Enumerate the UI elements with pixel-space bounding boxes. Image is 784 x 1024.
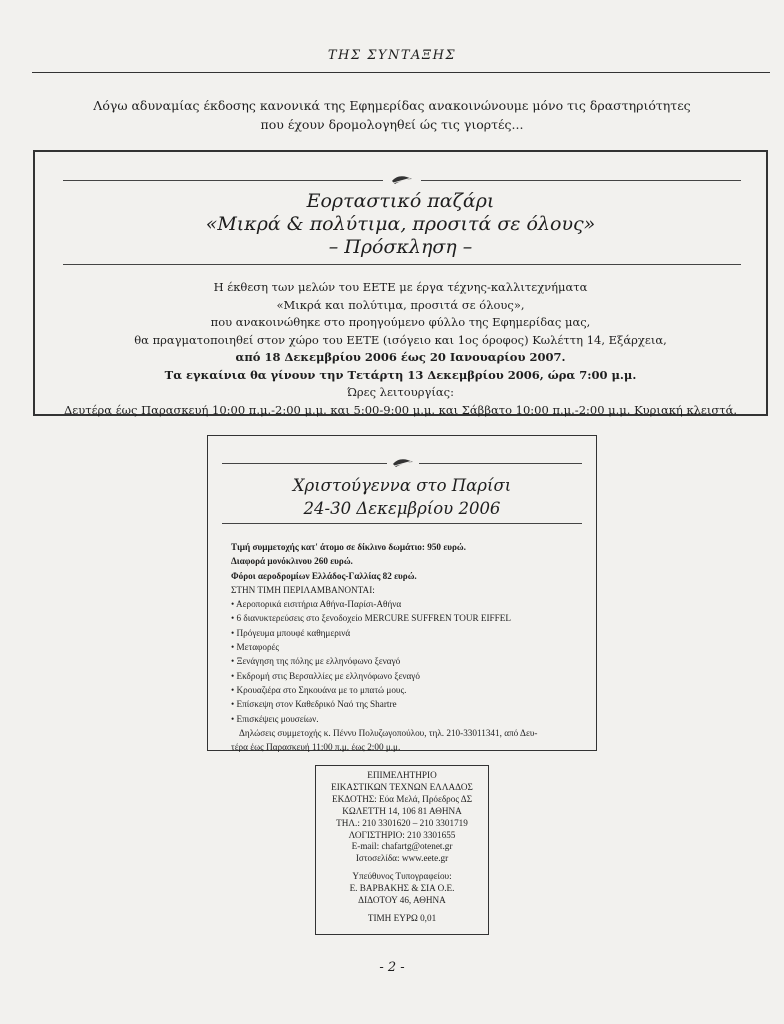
list-item: • Επισκέψεις μουσείων. bbox=[231, 712, 586, 726]
bazaar-rule bbox=[63, 264, 741, 265]
paris-single-supplement: Διαφορά μονόκλινου 260 ευρώ. bbox=[231, 556, 353, 567]
list-item: • Εκδρομή στις Βερσαλλίες με ελληνόφωνο ξεναγό bbox=[231, 669, 586, 683]
leaf-ornament-icon bbox=[390, 173, 414, 187]
list-item: • Ξενάγηση της πόλης με ελληνόφωνο ξεναγό bbox=[231, 654, 586, 668]
intro-line: Λόγω αδυναμίας έκδοσης κανονικά της Εφημερίδας ανακοινώνουμε μόνο τις δραστηριότητες bbox=[93, 98, 691, 113]
colophon-line: E-mail: chafartg@otenet.gr bbox=[351, 841, 453, 852]
bazaar-title bbox=[35, 190, 766, 259]
paris-taxes: Φόροι αεροδρομίων Ελλάδος-Γαλλίας 82 ευρώ. bbox=[231, 570, 417, 581]
paris-title bbox=[208, 474, 596, 520]
intro-line: που έχουν δρομολογηθεί ώς τις γιορτές... bbox=[260, 117, 524, 132]
paris-title-line: 24-30 Δεκεμβρίου 2006 bbox=[303, 499, 501, 518]
colophon-line: ΛΟΓΙΣΤΗΡΙΟ: 210 3301655 bbox=[348, 829, 456, 840]
paris-contact: Δηλώσεις συμμετοχής κ. Πέννυ Πολυζωγοπούλου, τηλ. 210-33011341, από Δευ- bbox=[239, 727, 538, 738]
bazaar-title-line: «Μικρά & πολύτιμα, προσιτά σε όλους» bbox=[205, 213, 596, 235]
bazaar-body-line: που ανακοινώθηκε στο προηγούμενο φύλλο της Εφημερίδας μας, bbox=[210, 315, 591, 329]
printer-line: ΔΙΔΟΤΟΥ 46, ΑΘΗΝΑ bbox=[358, 895, 446, 906]
bazaar-body-line: «Μικρά και πολύτιμα, προσιτά σε όλους», bbox=[276, 297, 525, 312]
list-item: • Πρόγευμα μπουφέ καθημερινά bbox=[231, 626, 586, 640]
list-item: • 6 διανυκτερεύσεις στο ξενοδοχείο MERCURE SUFFREN TOUR EIFFEL bbox=[231, 611, 586, 625]
paris-body bbox=[231, 540, 586, 754]
bazaar-body-line: Η έκθεση των μελών του ΕΕΤΕ με έργα τέχνης-καλλιτεχνήματα bbox=[213, 280, 588, 294]
colophon-line: Ιστοσελίδα: www.eete.gr bbox=[355, 853, 449, 864]
printer-line: Ε. ΒΑΡΒΑΚΗΣ & ΣΙΑ Ο.Ε. bbox=[349, 883, 455, 894]
printer-line: Υπεύθυνος Τυπογραφείου: bbox=[352, 871, 452, 882]
bazaar-body-line: θα πραγματοποιηθεί στον χώρο του ΕΕΤΕ (ισόγειο και 1ος όροφος) Κωλέττη 14, Εξάρχεια, bbox=[134, 332, 667, 347]
list-item: • Κρουαζιέρα στο Σηκουάνα με το μπατώ μους. bbox=[231, 683, 586, 697]
colophon-line: ΚΩΛΕΤΤΗ 14, 106 81 ΑΘΗΝΑ bbox=[342, 805, 462, 816]
colophon-price: ΤΙΜΗ ΕΥΡΩ 0,01 bbox=[367, 912, 437, 923]
section-title: ΤΗΣ ΣΥΝΤΑΞΗΣ bbox=[327, 48, 457, 63]
paris-trip-box bbox=[207, 435, 597, 751]
colophon-line: ΕΠΙΜΕΛΗΤΗΡΙΟ bbox=[367, 770, 437, 780]
leaf-ornament-icon bbox=[391, 456, 415, 470]
paris-includes-list bbox=[231, 597, 586, 726]
paris-contact: τέρα έως Παρασκευή 11:00 π.μ. έως 2:00 μ.μ. bbox=[231, 742, 401, 753]
intro-paragraph bbox=[60, 96, 724, 134]
paris-rule bbox=[222, 523, 582, 524]
hours-label: Ώρες λειτουργίας: bbox=[347, 385, 454, 399]
colophon-line: ΤΗΛ.: 210 3301620 – 210 3301719 bbox=[336, 817, 468, 828]
bazaar-dates: από 18 Δεκεμβρίου 2006 έως 20 Ιανουαρίου 2007. bbox=[235, 350, 566, 364]
paris-includes-label: ΣΤΗΝ ΤΙΜΗ ΠΕΡΙΛΑΜΒΑΝΟΝΤΑΙ: bbox=[231, 584, 375, 595]
list-item: • Επίσκεψη στον Καθεδρικό Ναό της Shartre bbox=[231, 697, 586, 711]
page-number: - 2 - bbox=[379, 960, 405, 975]
ornament-divider bbox=[208, 456, 596, 470]
list-item: • Μεταφορές bbox=[231, 640, 586, 654]
colophon-line: ΕΙΚΑΣΤΙΚΩΝ ΤΕΧΝΩΝ ΕΛΛΑΔΟΣ bbox=[331, 781, 473, 792]
bazaar-title-line: Εορταστικό παζάρι bbox=[306, 190, 495, 212]
colophon-line: ΕΚΔΟΤΗΣ: Εύα Μελά, Πρόεδρος ΔΣ bbox=[331, 793, 473, 804]
colophon-box bbox=[315, 765, 489, 935]
paris-title-line: Χριστούγεννα στο Παρίσι bbox=[292, 476, 512, 495]
list-item: • Αεροπορικά εισιτήρια Αθήνα-Παρίσι-Αθήνα bbox=[231, 597, 586, 611]
hours-text: Δευτέρα έως Παρασκευή 10:00 π.μ.-2:00 μ.μ. και 5:00-9:00 μ.μ. και Σάββατο 10:00 π.μ.-2:00 μ.μ. Κυριακή κλειστά. bbox=[63, 402, 738, 417]
bazaar-opening: Τα εγκαίνια θα γίνουν την Τετάρτη 13 Δεκεμβρίου 2006, ώρα 7:00 μ.μ. bbox=[164, 367, 637, 382]
bazaar-announcement-box bbox=[33, 150, 768, 416]
paris-price: Τιμή συμμετοχής κατ' άτομο σε δίκλινο δωμάτιο: 950 ευρώ. bbox=[231, 542, 466, 552]
header-rule bbox=[32, 72, 770, 73]
bazaar-body bbox=[35, 279, 766, 419]
ornament-divider bbox=[35, 173, 766, 187]
bazaar-title-line: – Πρόσκληση – bbox=[328, 236, 473, 258]
